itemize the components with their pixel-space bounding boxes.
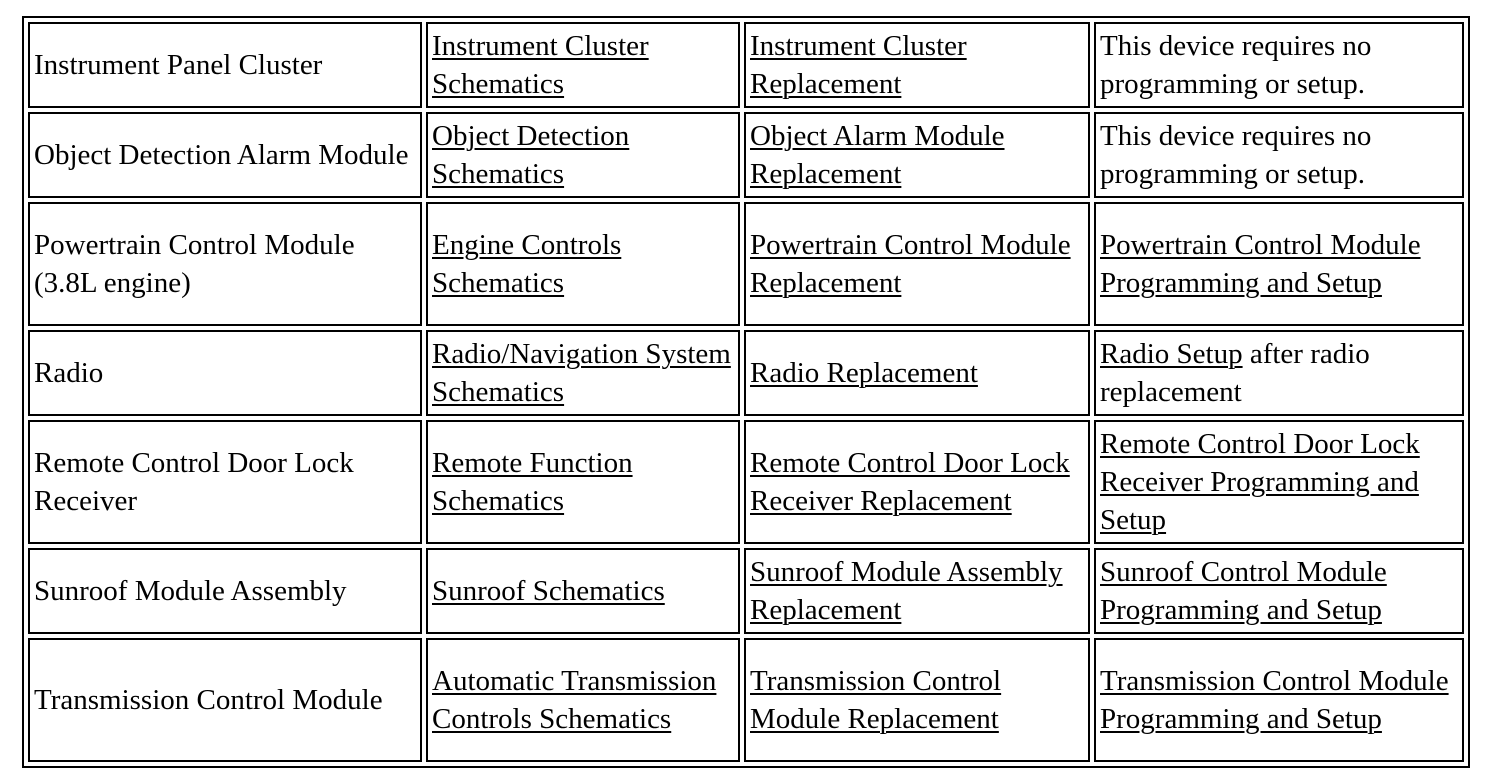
programming-link[interactable]: Sunroof Control Module Programming and Setup xyxy=(1100,556,1387,626)
schematics-link[interactable]: Object Detection Schematics xyxy=(432,120,630,190)
schematics-link[interactable]: Remote Function Schematics xyxy=(432,447,633,517)
programming-link[interactable]: Powertrain Control Module Programming and Setup xyxy=(1100,229,1421,299)
programming-link[interactable]: Radio Setup xyxy=(1100,338,1243,370)
table-row xyxy=(28,638,1464,762)
device-name-cell xyxy=(28,638,422,762)
replacement-link[interactable]: Powertrain Control Module Replacement xyxy=(750,229,1071,299)
programming-note: after radio replacement xyxy=(1100,338,1370,408)
programming-note: This device requires no programming or setup. xyxy=(1100,120,1372,190)
programming-note: This device requires no programming or setup. xyxy=(1100,30,1372,100)
schematics-link[interactable]: Radio/Navigation System Schematics xyxy=(432,338,731,408)
schematics-link[interactable]: Sunroof Schematics xyxy=(432,575,665,607)
schematics-cell xyxy=(426,112,740,198)
schematics-cell xyxy=(426,638,740,762)
programming-cell xyxy=(1094,202,1464,326)
device-name: Remote Control Door Lock Receiver xyxy=(34,447,354,517)
replacement-link[interactable]: Object Alarm Module Replacement xyxy=(750,120,1005,190)
schematics-cell xyxy=(426,420,740,544)
device-name-cell xyxy=(28,420,422,544)
replacement-link[interactable]: Sunroof Module Assembly Replacement xyxy=(750,556,1063,626)
table-row xyxy=(28,112,1464,198)
table-row xyxy=(28,330,1464,416)
programming-link[interactable]: Remote Control Door Lock Receiver Programming and Setup xyxy=(1100,428,1420,536)
schematics-cell xyxy=(426,548,740,634)
programming-cell xyxy=(1094,638,1464,762)
programming-cell xyxy=(1094,112,1464,198)
replacement-link[interactable]: Instrument Cluster Replacement xyxy=(750,30,967,100)
table-row xyxy=(28,548,1464,634)
replacement-cell xyxy=(744,420,1090,544)
replacement-cell xyxy=(744,548,1090,634)
programming-cell xyxy=(1094,22,1464,108)
table-row xyxy=(28,202,1464,326)
replacement-cell xyxy=(744,112,1090,198)
device-name-cell xyxy=(28,22,422,108)
replacement-cell xyxy=(744,330,1090,416)
device-name-cell xyxy=(28,330,422,416)
device-name-cell xyxy=(28,548,422,634)
schematics-link[interactable]: Automatic Transmission Controls Schematics xyxy=(432,665,717,735)
schematics-cell xyxy=(426,330,740,416)
programming-cell xyxy=(1094,420,1464,544)
schematics-cell xyxy=(426,22,740,108)
device-name: Instrument Panel Cluster xyxy=(34,49,323,81)
device-name: Sunroof Module Assembly xyxy=(34,575,347,607)
schematics-cell xyxy=(426,202,740,326)
programming-link[interactable]: Transmission Control Module Programming and Setup xyxy=(1100,665,1449,735)
table-row xyxy=(28,22,1464,108)
replacement-link[interactable]: Transmission Control Module Replacement xyxy=(750,665,1002,735)
programming-cell xyxy=(1094,330,1464,416)
schematics-link[interactable]: Instrument Cluster Schematics xyxy=(432,30,649,100)
device-name: Powertrain Control Module (3.8L engine) xyxy=(34,229,355,299)
device-name-cell xyxy=(28,112,422,198)
replacement-cell xyxy=(744,202,1090,326)
replacement-link[interactable]: Radio Replacement xyxy=(750,357,978,389)
device-name-cell xyxy=(28,202,422,326)
replacement-cell xyxy=(744,22,1090,108)
schematics-link[interactable]: Engine Controls Schematics xyxy=(432,229,622,299)
programming-cell xyxy=(1094,548,1464,634)
module-reference-table xyxy=(22,16,1470,768)
device-name: Object Detection Alarm Module xyxy=(34,139,409,171)
replacement-cell xyxy=(744,638,1090,762)
device-name: Transmission Control Module xyxy=(34,684,383,716)
replacement-link[interactable]: Remote Control Door Lock Receiver Replacement xyxy=(750,447,1070,517)
device-name: Radio xyxy=(34,357,104,389)
table-row xyxy=(28,420,1464,544)
